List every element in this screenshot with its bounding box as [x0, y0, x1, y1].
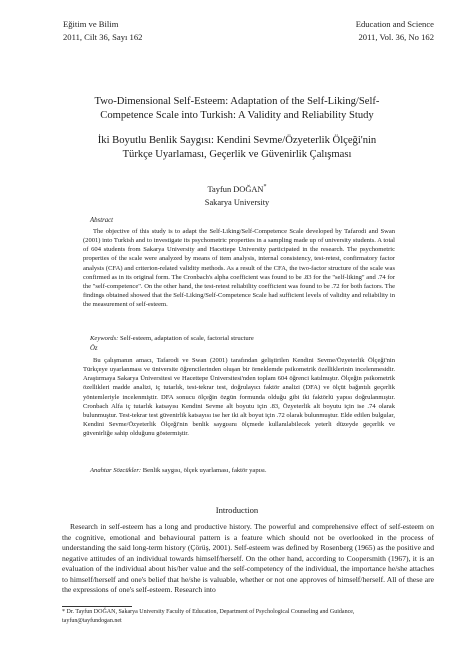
- keywords-turkish-label: Anahtar Sözcükler:: [90, 467, 142, 474]
- author-line: [0, 184, 474, 194]
- title-english: [40, 95, 434, 123]
- oz-text: Bu çalışmanın amacı, Tafarodi ve Swan (2001) tarafından geliştirilen Kendini Sevme/Özyeterlik Ölçeği'nin Türkçeye uyarlanması ve üniversite öğrencilerinden oluşan bir örneklemde psikometrik özelliklerinin incelenmesidir. Araştırmaya Sakarya Üniversitesi ve Hacettepe Üniversitesi'nden toplam 604 öğrenci katılmıştır. Ölçeğin psikometrik özellikleri madde analizi, iç tutarlık, test-tekrar test, doğrulayıcı faktör analizi (DFA) ve ölçüt bağıntılı geçerlik yöntemleriyle incelenmiştir. DFA sonucu ölçeğin özgün formunda olduğu gibi iki faktörlü yapısı doğrulanmıştır. Cronbach Alfa iç tutarlık katsayısı Kendini Sevme alt boyutu için .83, Özyeterlik alt boyutu için ise .74 olarak bulunmuştur. Test-tekrar test güvenirlik katsayısı ise her iki alt boyut için .72 olarak bulunmuştur. Elde edilen bulgular, Kendini Sevme/Özyeterlik Ölçeği'nin benlik saygısını ölçmede kullanılabilecek yeterli düzeyde geçerlik ve güvenirliğe sahip olduğunu göstermiştir.: [83, 357, 395, 438]
- keywords-turkish: [90, 466, 267, 475]
- journal-issue-tr: 2011, Cilt 36, Sayı 162: [63, 32, 143, 42]
- title-english-line-1: Two-Dimensional Self-Esteem: Adaptation of the Self-Liking/Self-: [94, 96, 380, 107]
- journal-header-en: [356, 18, 434, 44]
- title-english-line-2: Competence Scale into Turkish: A Validity and Reliability Study: [100, 110, 374, 121]
- keywords-english: [90, 334, 254, 343]
- keywords-turkish-text: Benlik saygısı, ölçek uyarlaması, faktör yapısı.: [142, 467, 267, 474]
- footnote-separator: [62, 606, 132, 607]
- oz-label: Öz: [90, 345, 98, 352]
- footnote-line-1: * Dr. Tayfun DOĞAN, Sakarya University Faculty of Education, Department of Psychological Counseling and Guidance,: [62, 609, 355, 615]
- footnote-line-2: tayfun@tayfundogan.net: [62, 617, 122, 624]
- journal-issue-en: 2011, Vol. 36, No 162: [358, 32, 434, 42]
- title-turkish-line-2: Türkçe Uyarlaması, Geçerlik ve Güvenirlik Çalışması: [122, 149, 352, 160]
- abstract-label: Abstract: [90, 217, 114, 224]
- author-footnote: [62, 608, 434, 625]
- author-name: Tayfun DOĞAN: [207, 184, 264, 194]
- title-turkish: [40, 134, 434, 162]
- section-heading-introduction: Introduction: [215, 505, 259, 515]
- keywords-english-label: Keywords:: [90, 335, 119, 342]
- keywords-english-text: Self-esteem, adaptation of scale, factorial structure: [119, 335, 254, 342]
- title-turkish-line-1: İki Boyutlu Benlik Saygısı: Kendini Sevme/Özyeterlik Ölçeği'nin: [97, 135, 377, 146]
- abstract-text: The objective of this study is to adapt the Self-Liking/Self-Competence Scale developed by Tafarodi and Swan (2001) into Turkish and to investigate its psychometric properties in a sampling made up of university students. A total of 604 students from Sakarya University and Hacettepe University participated in the research. The psychometric properties of the scale were analyzed by means of item analysis, internal consistency, test-retest, confirmatory factor analysis (CFA) and criterion-related validity methods. As a result of the CFA, the two-factor structure of the scale was confirmed as in its original form. The Cronbach's alpha coefficient was found to be .83 for the "self-liking" and .74 for the "self-competence". On the other hand, the test-retest reliability coefficient was found to be .72 for both factors. The findings obtained showed that the Self-Liking/Self-Competence Scale had sufficient levels of validity and reliability in the measurement of self-esteem.: [83, 228, 395, 309]
- journal-header-tr: [63, 18, 142, 44]
- author-footnote-marker: *: [263, 184, 267, 190]
- author-affiliation: Sakarya University: [204, 198, 270, 207]
- introduction-paragraph: Research in self-esteem has a long and productive history. The powerful and comprehensive effect of self-esteem on the cognitive, emotional and behavioural pattern is a feature which should not be overlooked in the process of understanding the said long-term history (Çörüş, 2001). Self-esteem was defined by Rosenberg (1965) as the positive and negative attitudes of an individual towards himself/herself. On the other hand, according to Coopersmith (1967), it is an evaluation of the individual about his/her value and the self-competency of the individual, the importance he/she attaches to himself/herself and one's belief that he/she is valuable, whether or not one approves of himself/herself. All of these are the expressions of one's self-esteem. Research into: [62, 522, 434, 595]
- journal-name-en: Education and Science: [355, 19, 434, 29]
- journal-name-tr: Eğitim ve Bilim: [63, 19, 119, 29]
